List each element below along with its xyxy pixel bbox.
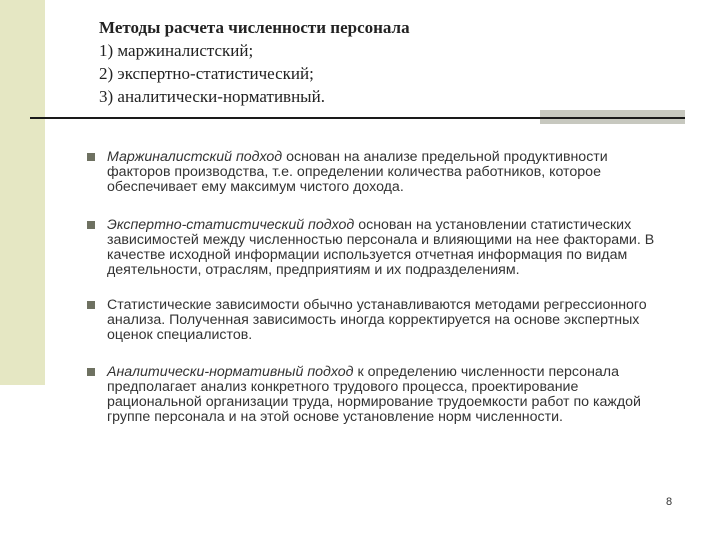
bullet-term: Экспертно-статистический подход [107,217,355,233]
bullet-body: Статистические зависимости обычно устанавливаются методами регрессионного анализа. Полученная зависимость иногда корректируется на основе экспертных оценок специалистов. [107,297,647,343]
bullet-text [107,150,667,195]
page-number: 8 [666,496,673,508]
square-bullet-icon [87,153,95,161]
bullet-body: к определению численности персонала предполагает анализ конкретного трудового процесса, проектирование рациональной организации труда, нормирование трудоемкости работ по каждой группе персонала и на этой основе установление норм численности. [107,364,641,425]
bullet-regression [87,298,667,343]
left-decorative-bar [0,0,45,385]
slide-title-block [99,16,410,108]
square-bullet-icon [87,368,95,376]
slide-title: Методы расчета численности персонала [99,18,410,37]
square-bullet-icon [87,221,95,229]
method-line-2: 2) экспертно-статистический; [99,64,314,83]
method-line-1: 1) маржиналистский; [99,41,254,60]
header-divider [30,117,685,119]
square-bullet-icon [87,301,95,309]
bullet-text [107,298,667,343]
bullet-term: Аналитически-нормативный подход [107,364,354,380]
bullet-body: основан на анализе предельной продуктивности факторов производства, т.е. определении количества работников, которое обеспечивает ему максимум чистого дохода. [107,149,608,195]
bullet-expert-statistical [87,218,667,278]
bullet-analytical-normative [87,365,667,425]
method-line-3: 3) аналитически-нормативный. [99,87,325,106]
bullet-marginalist [87,150,667,195]
bullet-body: основан на установлении статистических зависимостей между численностью персонала и влияющими на нее факторами. В качестве исходной информации используется отчетная информация по видам деятельности, отраслям, предприятиям и их подразделениям. [107,217,655,278]
bullet-term: Маржиналистский подход [107,149,283,165]
bullet-text [107,218,667,278]
bullet-text [107,365,667,425]
